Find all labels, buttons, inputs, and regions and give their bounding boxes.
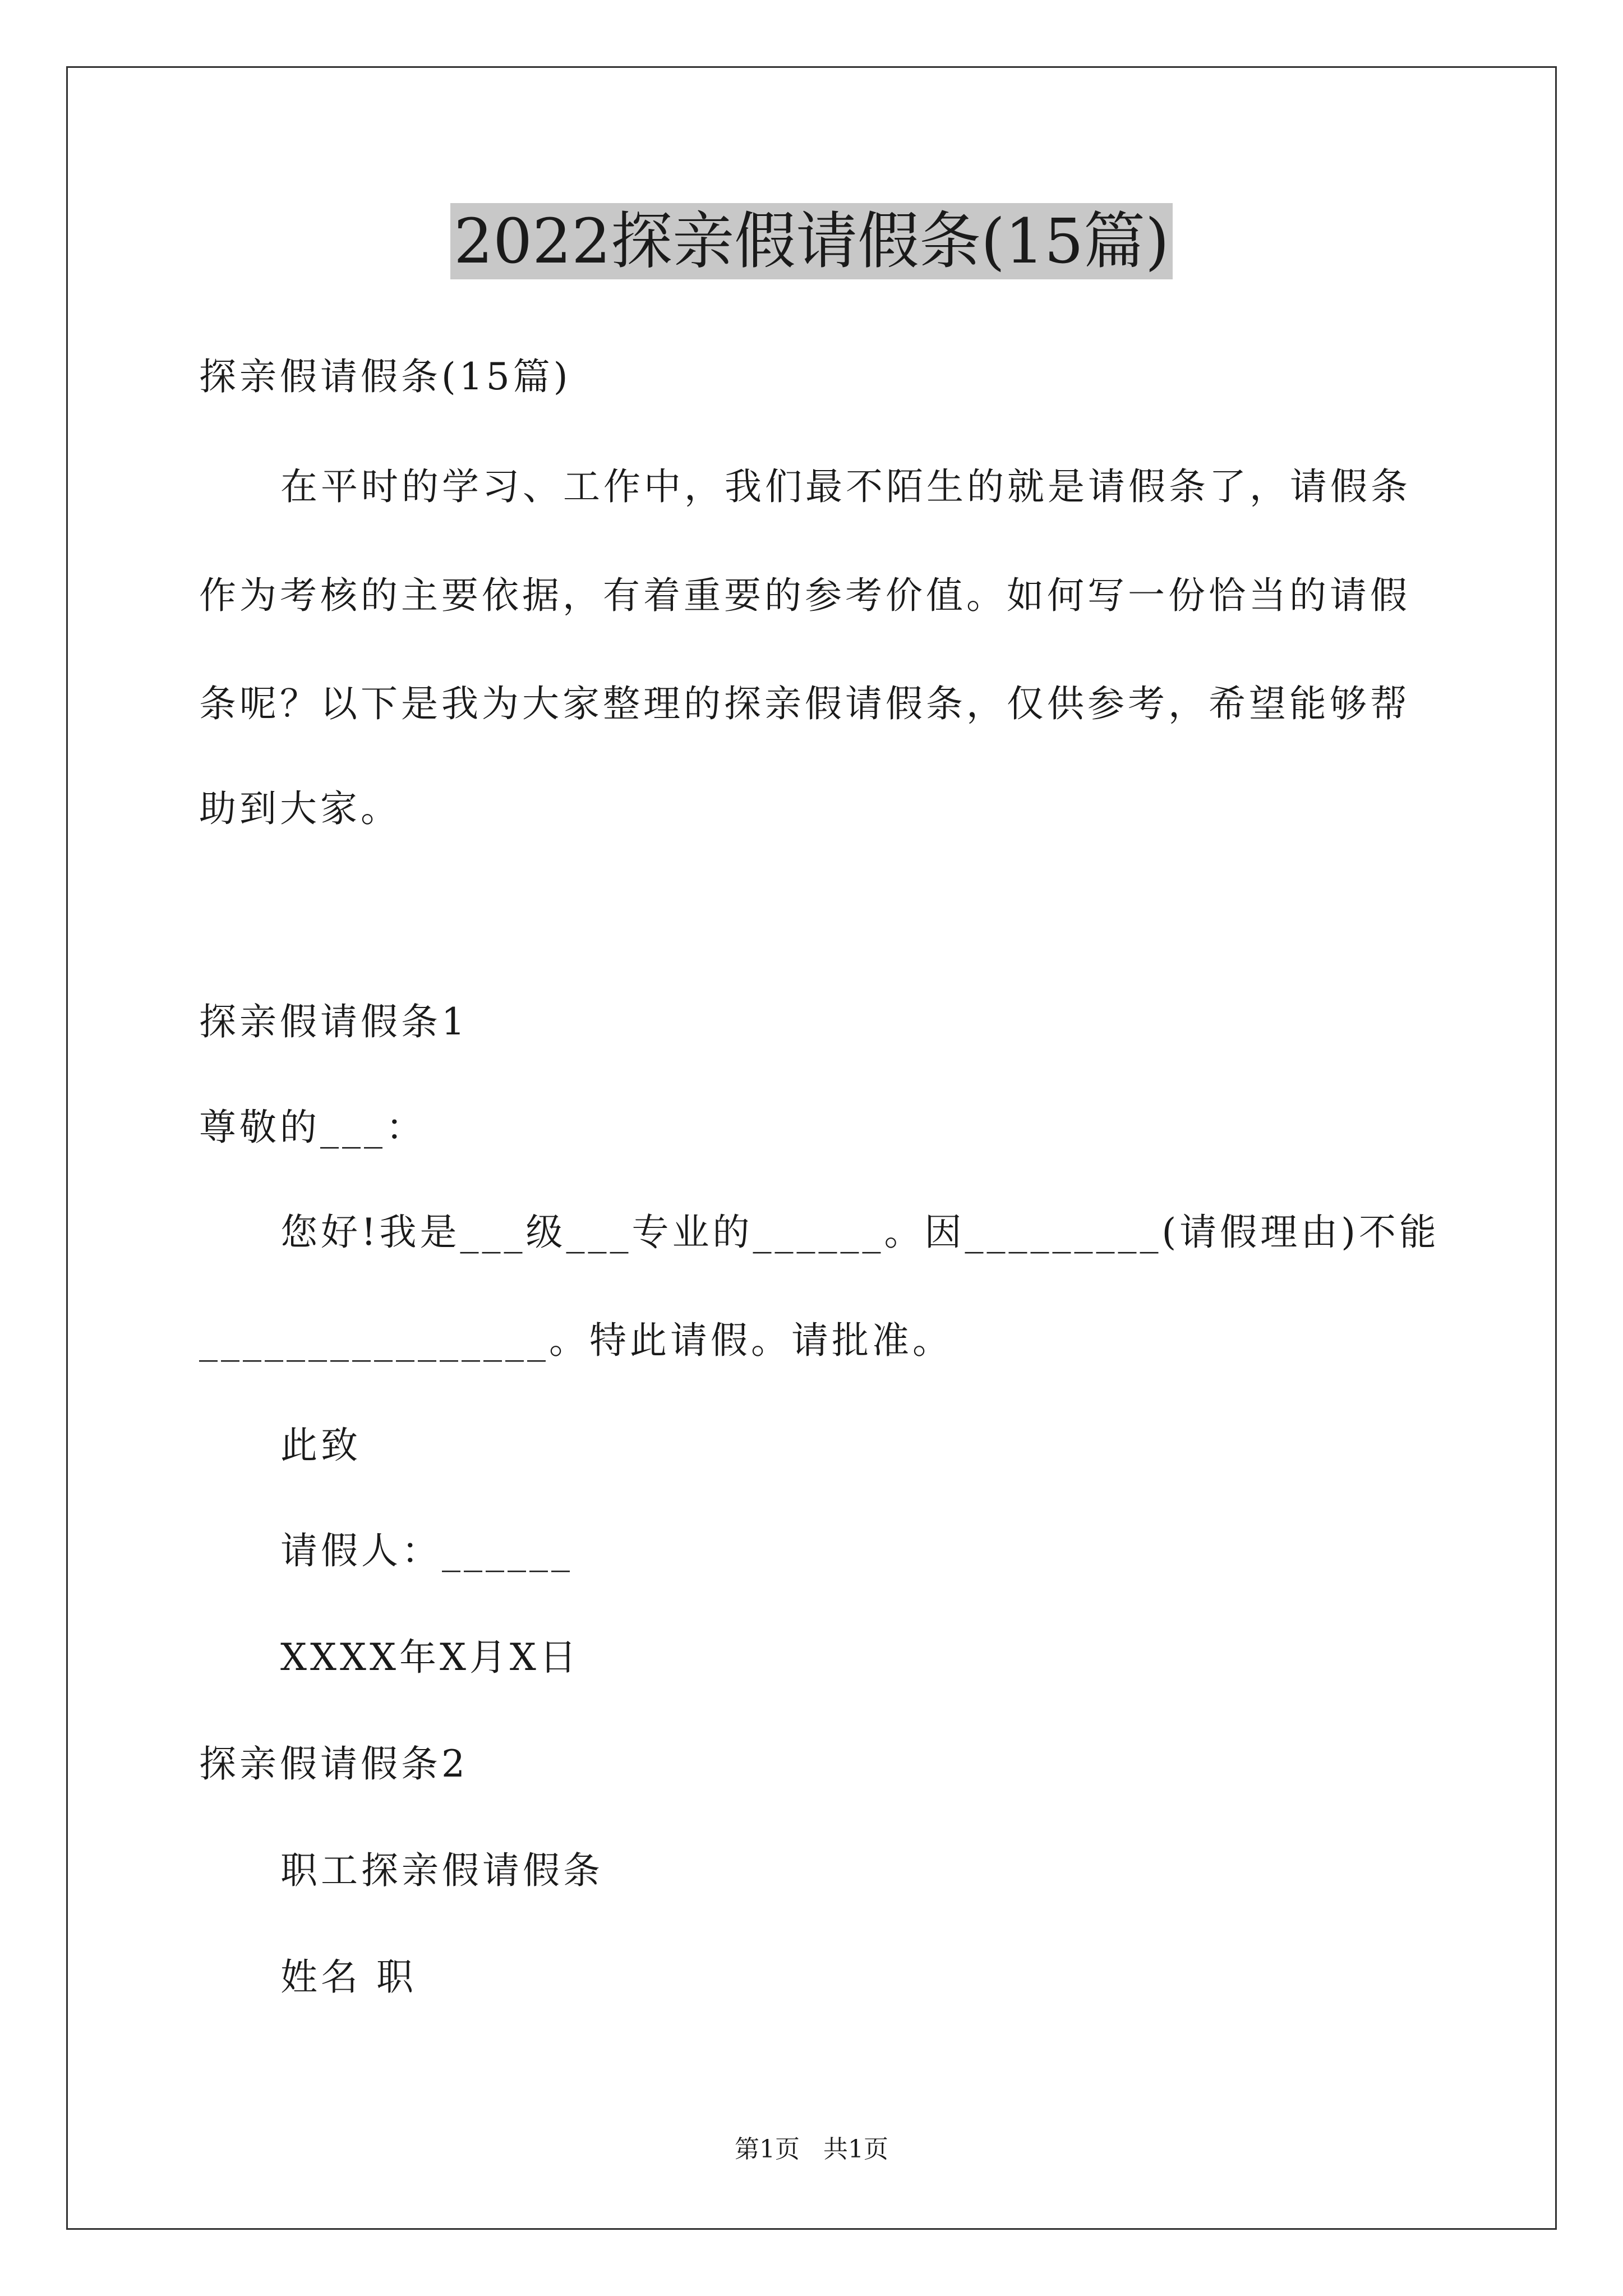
section2-subtitle: 职工探亲假请假条 bbox=[280, 1849, 603, 1892]
section1-signature: 请假人：______ bbox=[280, 1529, 573, 1572]
document-subtitle: 探亲假请假条(15篇) bbox=[199, 355, 571, 398]
section1-body-line-2: ________________。特此请假。请批准。 bbox=[199, 1319, 953, 1362]
page-footer: 第1页 共1页 bbox=[735, 2135, 888, 2164]
section2-fields: 姓名 职 bbox=[280, 1955, 417, 1999]
section2-heading: 探亲假请假条2 bbox=[199, 1742, 468, 1786]
document-title-text: 2022探亲假请假条(15篇) bbox=[450, 203, 1173, 279]
intro-line-2: 作为考核的主要依据，有着重要的参考价值。如何写一份恰当的请假 bbox=[199, 574, 1410, 617]
intro-line-1: 在平时的学习、工作中，我们最不陌生的就是请假条了，请假条 bbox=[280, 465, 1411, 508]
section1-salutation: 尊敬的___： bbox=[199, 1106, 426, 1149]
section1-body-line-1: 您好!我是___级___专业的______。因_________(请假理由)不能 bbox=[280, 1211, 1440, 1254]
section1-closing: 此致 bbox=[280, 1424, 361, 1467]
document-title bbox=[0, 202, 1623, 280]
intro-line-4: 助到大家。 bbox=[199, 787, 401, 830]
section1-heading: 探亲假请假条1 bbox=[199, 1000, 468, 1043]
section1-date: XXXX年X月X日 bbox=[280, 1636, 580, 1679]
intro-line-3: 条呢？以下是我为大家整理的探亲假请假条，仅供参考，希望能够帮 bbox=[199, 682, 1410, 725]
